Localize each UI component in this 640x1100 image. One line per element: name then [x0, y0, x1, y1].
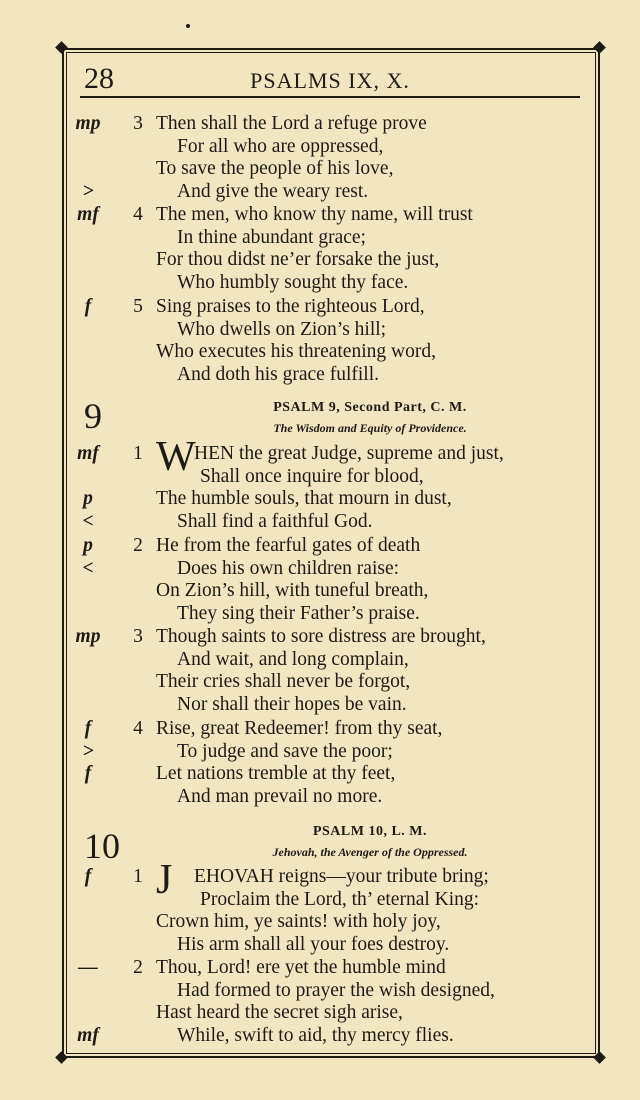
- drop-cap: J: [156, 857, 173, 903]
- dynamic-mark: <: [82, 510, 94, 532]
- page-header: [80, 62, 580, 98]
- verse-line: To save the people of his love,: [156, 158, 394, 180]
- dynamic-mark: mf: [77, 443, 99, 464]
- dynamic-mark: <: [82, 557, 94, 579]
- verse-line: Sing praises to the righteous Lord,: [156, 296, 425, 317]
- dynamic-mark: f: [84, 718, 92, 739]
- verse-line: And wait, and long complain,: [177, 648, 409, 670]
- verse-line: The men, who know thy name, will trust: [156, 204, 473, 225]
- verse-line: Had formed to prayer the wish designed,: [177, 979, 495, 1001]
- running-title: PSALMS IX, X.: [250, 68, 410, 93]
- verse-line: His arm shall all your foes destroy.: [177, 933, 450, 955]
- dynamic-mark: p: [83, 488, 93, 510]
- verse-line: And doth his grace fulfill.: [177, 363, 379, 385]
- verse-line: On Zion’s hill, with tuneful breath,: [156, 580, 429, 602]
- verse-line: He from the fearful gates of death: [156, 535, 421, 556]
- verse-line: Rise, great Redeemer! from thy seat,: [156, 718, 443, 739]
- stanza-number: 1: [133, 443, 143, 464]
- psalm-title: PSALM 10, L. M.: [312, 824, 428, 839]
- dynamic-mark: —: [78, 957, 98, 978]
- dynamic-mark: >: [82, 180, 94, 202]
- stanza-number: 5: [133, 296, 143, 317]
- verse-line: Though saints to sore distress are brought,: [156, 626, 486, 647]
- verse-line: Who executes his threatening word,: [156, 341, 436, 363]
- verse-line: Who humbly sought thy face.: [177, 271, 409, 293]
- verse-line: EHOVAH reigns—your tribute bring;: [194, 866, 489, 887]
- verse-line: The humble souls, that mourn in dust,: [156, 488, 452, 510]
- psalm-number: 10: [84, 826, 120, 866]
- dynamic-mark: mf: [77, 1024, 99, 1046]
- verse-line: Nor shall their hopes be vain.: [177, 693, 407, 715]
- stanza-number: 4: [133, 204, 143, 225]
- verse-line: Then shall the Lord a refuge prove: [156, 113, 427, 134]
- verse-line: Let nations tremble at thy feet,: [156, 763, 396, 785]
- dynamic-mark: f: [84, 866, 92, 887]
- stanza-number: 4: [133, 718, 143, 739]
- psalm-subtitle: The Wisdom and Equity of Providence.: [273, 421, 467, 435]
- stanza-number: 2: [133, 957, 143, 978]
- verse-line: Thou, Lord! ere yet the humble mind: [156, 957, 446, 978]
- stanza-number: 3: [133, 113, 143, 134]
- verse-line: Who dwells on Zion’s hill;: [177, 318, 387, 340]
- stanza-number: 3: [133, 626, 143, 647]
- verse-line: Proclaim the Lord, th’ eternal King:: [200, 888, 480, 910]
- drop-cap: W: [156, 434, 196, 480]
- dynamic-mark: mf: [77, 204, 99, 225]
- verse-line: In thine abundant grace;: [177, 226, 366, 248]
- dynamic-mark: f: [84, 763, 92, 785]
- dynamic-mark: >: [82, 740, 94, 762]
- verse-line: Their cries shall never be forgot,: [156, 671, 411, 693]
- page-number: 28: [84, 62, 114, 95]
- dynamic-mark: f: [84, 296, 92, 317]
- verse-line: Does his own children raise:: [177, 557, 400, 579]
- psalm-number: 9: [84, 396, 102, 436]
- stanza-number: 1: [133, 866, 143, 887]
- verse-line: To judge and save the poor;: [177, 740, 393, 762]
- verse-line: They sing their Father’s praise.: [177, 602, 420, 624]
- verse-line: While, swift to aid, thy mercy flies.: [177, 1024, 454, 1046]
- verse-line: For thou didst ne’er forsake the just,: [156, 249, 440, 271]
- verse-line: For all who are oppressed,: [177, 135, 384, 157]
- dynamic-mark: mp: [75, 113, 101, 134]
- verse-line: HEN the great Judge, supreme and just,: [194, 443, 504, 464]
- psalm-title: PSALM 9, Second Part, C. M.: [273, 400, 467, 415]
- verse-line: Shall find a faithful God.: [177, 510, 373, 532]
- verse-line: Crown him, ye saints! with holy joy,: [156, 911, 441, 933]
- stanza-number: 2: [133, 535, 143, 556]
- verse-line: And man prevail no more.: [177, 785, 383, 807]
- ornament-dot: [186, 24, 190, 28]
- psalm-subtitle: Jehovah, the Avenger of the Oppressed.: [272, 845, 468, 859]
- verse-line: And give the weary rest.: [177, 180, 369, 202]
- verse-line: Shall once inquire for blood,: [200, 465, 424, 487]
- dynamic-mark: mp: [75, 626, 101, 647]
- verse-line: Hast heard the secret sigh arise,: [156, 1002, 403, 1024]
- dynamic-mark: p: [83, 535, 93, 556]
